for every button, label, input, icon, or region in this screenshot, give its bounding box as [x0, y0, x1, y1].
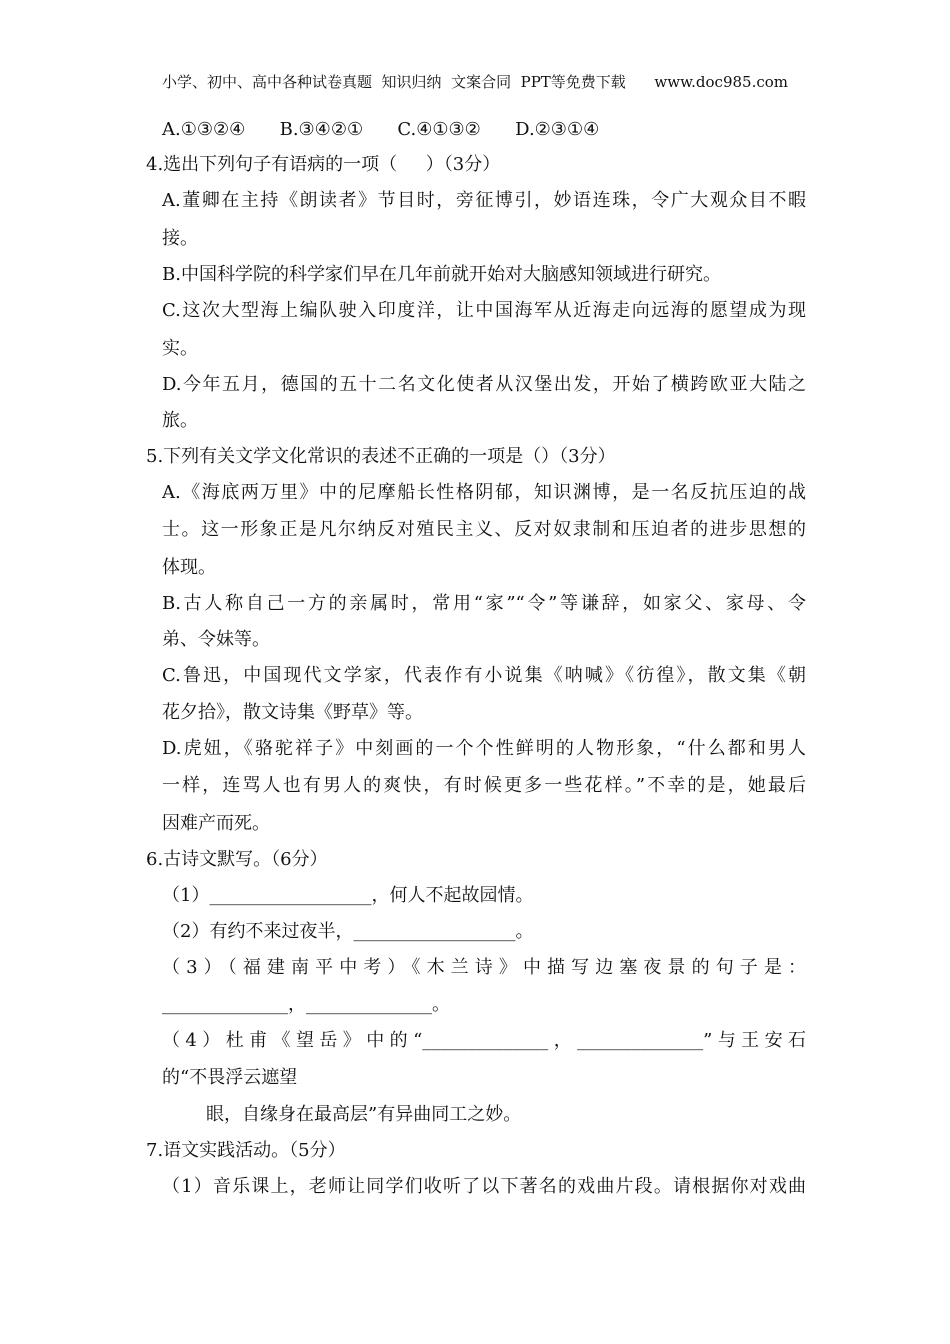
q7-stem: 7.语文实践活动。（5分） [146, 1140, 346, 1161]
q5-option-c-line2: 花夕拾》，散文诗集《野草》等。 [162, 702, 423, 723]
q4-stem: 4.选出下列句子有语病的一项（ ）（3分） [146, 154, 501, 175]
q4-option-a-line2: 接。 [162, 228, 198, 249]
q6-item-3-line2: ______________，______________。 [162, 994, 450, 1015]
q5-option-a-line3: 体现。 [162, 557, 216, 578]
q5-stem: 5.下列有关文学文化常识的表述不正确的一项是（）（3分） [146, 446, 616, 467]
q3-options: A.①③②④ B.③④②① C.④①③② D.②③①④ [162, 119, 600, 140]
page-header: 小学、初中、高中各种试卷真题 知识归纳 文案合同 PPT等免费下载 www.doc985.com [162, 73, 789, 91]
q6-item-4-line1: （4）杜甫《望岳》中的“______________，______________”与王安石 [162, 1030, 806, 1051]
q5-option-c-line1: C.鲁迅，中国现代文学家，代表作有小说集《呐喊》《彷徨》，散文集《朝 [162, 665, 806, 686]
q4-option-b: B.中国科学院的科学家们早在几年前就开始对大脑感知领域进行研究。 [162, 264, 721, 285]
q5-option-d-line2: 一样，连骂人也有男人的爽快，有时候更多一些花样。”不幸的是，她最后 [162, 775, 806, 796]
q6-item-2: （2）有约不来过夜半，__________________。 [162, 921, 534, 942]
q5-option-b-line2: 弟、令妹等。 [162, 629, 270, 650]
q4-option-c-line1: C.这次大型海上编队驶入印度洋，让中国海军从近海走向远海的愿望成为现 [162, 300, 806, 321]
q5-option-a-line2: 士。这一形象正是凡尔纳反对殖民主义、反对奴隶制和压迫者的进步思想的 [162, 519, 806, 540]
q4-option-a-line1: A.董卿在主持《朗读者》节目时，旁征博引，妙语连珠，令广大观众目不暇 [162, 190, 806, 211]
q4-option-c-line2: 实。 [162, 338, 198, 359]
q7-item-1: （1）音乐课上，老师让同学们收听了以下著名的戏曲片段。请根据你对戏曲 [162, 1176, 806, 1197]
q5-option-d-line1: D.虎妞，《骆驼祥子》中刻画的一个个性鲜明的人物形象，“什么都和男人 [162, 738, 806, 759]
q4-option-d-line1: D.今年五月，德国的五十二名文化使者从汉堡出发，开始了横跨欧亚大陆之 [162, 374, 806, 395]
q5-option-a-line1: A.《海底两万里》中的尼摩船长性格阴郁，知识渊博，是一名反抗压迫的战 [162, 482, 806, 503]
q6-stem: 6.古诗文默写。（6分） [146, 849, 328, 870]
q4-option-d-line2: 旅。 [162, 410, 198, 431]
q6-item-1: （1）__________________，何人不起故园情。 [162, 885, 534, 906]
q6-item-4-line2: 的“不畏浮云遮望 [162, 1067, 298, 1088]
q6-item-3-line1: （3）（福建南平中考）《木兰诗》中描写边塞夜景的句子是： [162, 957, 806, 978]
q6-item-4-line3: 眼，自缘身在最高层”有异曲同工之妙。 [206, 1104, 522, 1125]
q5-option-b-line1: B.古人称自己一方的亲属时，常用“家”“令”等谦辞，如家父、家母、令 [162, 593, 806, 614]
q5-option-d-line3: 因难产而死。 [162, 813, 270, 834]
